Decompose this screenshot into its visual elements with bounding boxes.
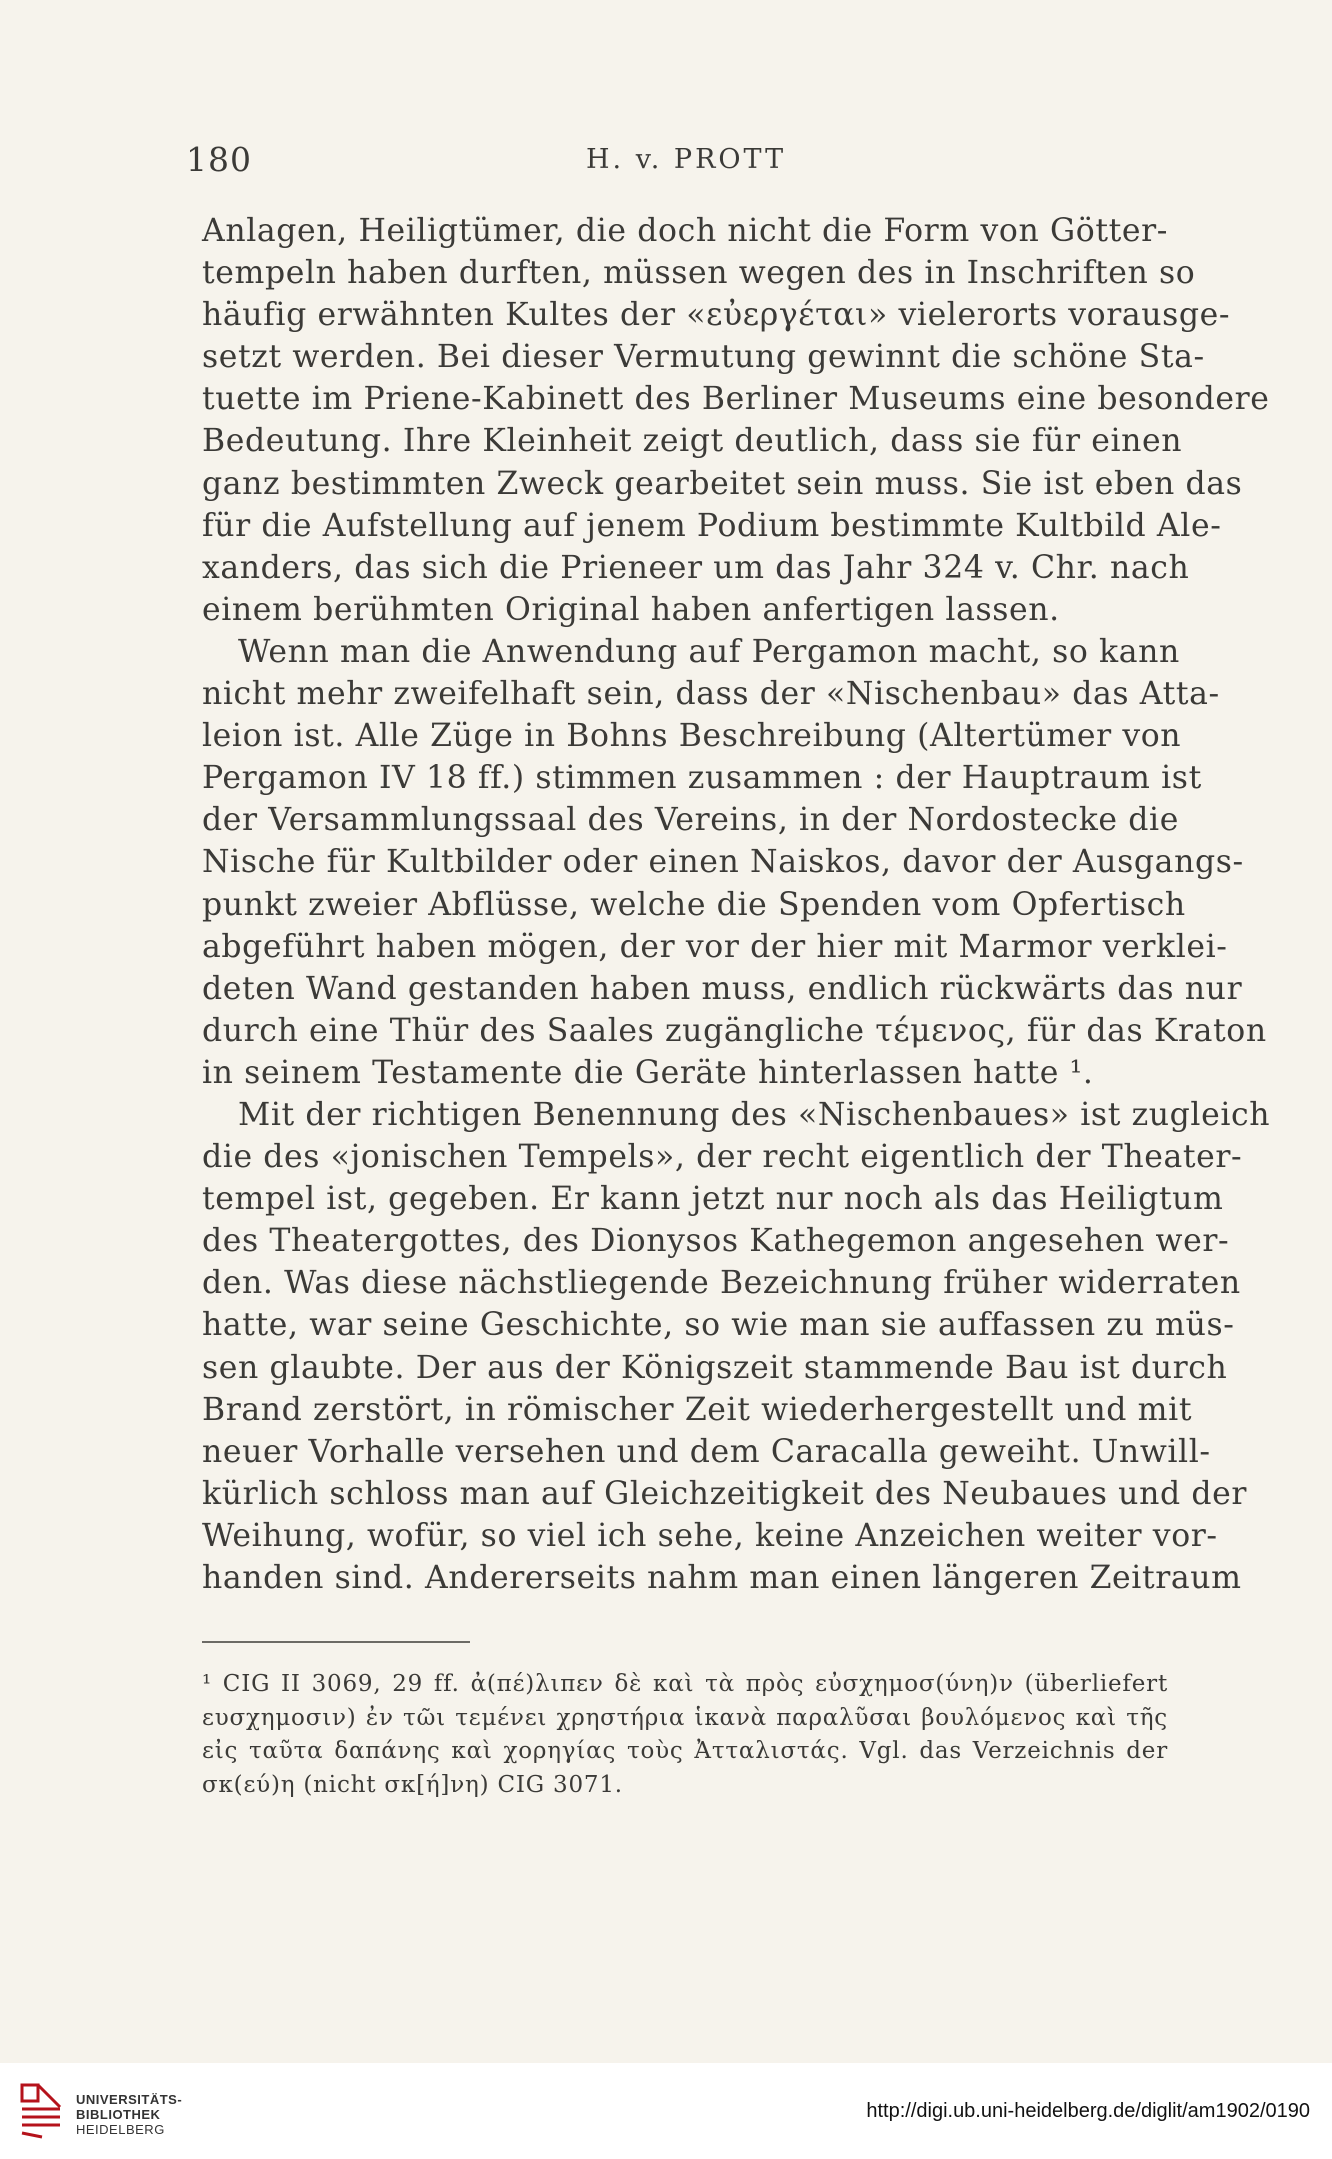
text-line: Brand zerstört, in römischer Zeit wiederhergestellt und mit xyxy=(202,1391,1193,1428)
footnote-line: ευσχημοσιν) ἐν τῶι τεμένει χρηστήρια ἱκανὰ παραλῦσαι βουλόμενος καὶ τῆς xyxy=(202,1704,1168,1731)
text-line: ganz bestimmten Zweck gearbeitet sein muss. Sie ist eben das xyxy=(202,465,1243,502)
text-line: den. Was diese nächstliegende Bezeichnung früher widerraten xyxy=(202,1265,1241,1302)
text-line: Mit der richtigen Benennung des «Nischenbaues» ist zugleich xyxy=(238,1096,1271,1133)
text-line: handen sind. Andererseits nahm man einen längeren Zeitraum xyxy=(202,1560,1242,1596)
text-line: Bedeutung. Ihre Kleinheit zeigt deutlich, dass sie für einen xyxy=(202,423,1183,460)
footnotes xyxy=(202,1668,1168,1802)
paragraph-1 xyxy=(202,210,1270,631)
text-line: für die Aufstellung auf jenem Podium bestimmte Kultbild Ale- xyxy=(202,507,1222,544)
library-line-2: BIBLIOTHEK xyxy=(76,2107,161,2122)
body-text xyxy=(202,210,1271,1599)
text-line: tempeln haben durften, müssen wegen des in Inschriften so xyxy=(202,255,1196,292)
text-line: hatte, war seine Geschichte, so wie man sie auffassen zu müs- xyxy=(202,1307,1235,1344)
text-line: Anlagen, Heiligtümer, die doch nicht die Form von Götter- xyxy=(202,213,1168,249)
library-line-1: UNIVERSITÄTS- xyxy=(76,2092,183,2107)
text-line: Wenn man die Anwendung auf Pergamon macht, so kann xyxy=(238,633,1180,670)
text-line: nicht mehr zweifelhaft sein, dass der «Nischenbau» das Atta- xyxy=(202,676,1220,713)
text-line: deten Wand gestanden haben muss, endlich rückwärts das nur xyxy=(202,970,1243,1007)
text-line: tuette im Priene-Kabinett des Berliner Museums eine besondere xyxy=(202,381,1270,418)
paragraph-2 xyxy=(202,631,1267,1094)
paragraph-3 xyxy=(202,1094,1271,1599)
text-line: kürlich schloss man auf Gleichzeitigkeit des Neubaues und der xyxy=(202,1475,1247,1512)
running-head: H. v. PROTT xyxy=(586,144,787,175)
text-line: häufig erwähnten Kultes der «εὐεργέται» vielerorts vorausge- xyxy=(202,297,1231,334)
text-line: Nische für Kultbilder oder einen Naiskos, davor der Ausgangs- xyxy=(202,844,1244,881)
text-line: durch eine Thür des Saales zugängliche τέμενος, für das Kraton xyxy=(202,1012,1267,1049)
page-number: 180 xyxy=(186,140,252,179)
footnote-divider xyxy=(202,1641,470,1643)
text-line: punkt zweier Abflüsse, welche die Spenden vom Opfertisch xyxy=(202,886,1186,923)
footnote-line: σκ(εύ)η (nicht σκ[ή]νη) CIG 3071. xyxy=(202,1771,623,1798)
text-line: xanders, das sich die Prieneer um das Jahr 324 v. Chr. nach xyxy=(202,549,1190,586)
text-line: neuer Vorhalle versehen und dem Caracalla geweiht. Unwill- xyxy=(202,1433,1211,1470)
library-name xyxy=(76,2092,182,2137)
text-line: die des «jonischen Tempels», der recht eigentlich der Theater- xyxy=(202,1139,1243,1176)
text-line: der Versammlungssaal des Vereins, in der Nordostecke die xyxy=(202,802,1179,839)
text-line: tempel ist, gegeben. Er kann jetzt nur noch als das Heiligtum xyxy=(202,1181,1224,1218)
page-header xyxy=(186,140,1166,180)
text-line: setzt werden. Bei dieser Vermutung gewinnt die schöne Sta- xyxy=(202,339,1205,376)
text-line: Weihung, wofür, so viel ich sehe, keine Anzeichen weiter vor- xyxy=(202,1517,1218,1554)
footnote-line: ¹ CIG II 3069, 29 ff. ἀ(πέ)λιπεν δὲ καὶ τὰ πρὸς εὐσχημοσ(ύνη)ν (überliefert xyxy=(202,1671,1168,1697)
footnote-line: εἰς ταῦτα δαπάνης καὶ χορηγίας τοὺς Ἀτταλιστάς. Vgl. das Verzeichnis der xyxy=(202,1738,1168,1764)
text-line: einem berühmten Original haben anfertigen lassen. xyxy=(202,591,1060,628)
text-line: leion ist. Alle Züge in Bohns Beschreibung (Altertümer von xyxy=(202,718,1182,755)
library-logo-icon xyxy=(18,2081,64,2141)
footer-bar xyxy=(0,2063,1332,2159)
text-line: sen glaubte. Der aus der Königszeit stammende Bau ist durch xyxy=(202,1349,1228,1386)
library-line-3: HEIDELBERG xyxy=(76,2122,165,2137)
text-line: Pergamon IV 18 ff.) stimmen zusammen : der Hauptraum ist xyxy=(202,760,1202,797)
source-url-link[interactable]: http://digi.ub.uni-heidelberg.de/diglit/am1902/0190 xyxy=(866,2100,1310,2122)
text-line: in seinem Testamente die Geräte hinterlassen hatte ¹. xyxy=(202,1054,1094,1091)
text-line: abgeführt haben mögen, der vor der hier mit Marmor verklei- xyxy=(202,928,1228,965)
text-line: des Theatergottes, des Dionysos Kathegemon angesehen wer- xyxy=(202,1223,1230,1260)
